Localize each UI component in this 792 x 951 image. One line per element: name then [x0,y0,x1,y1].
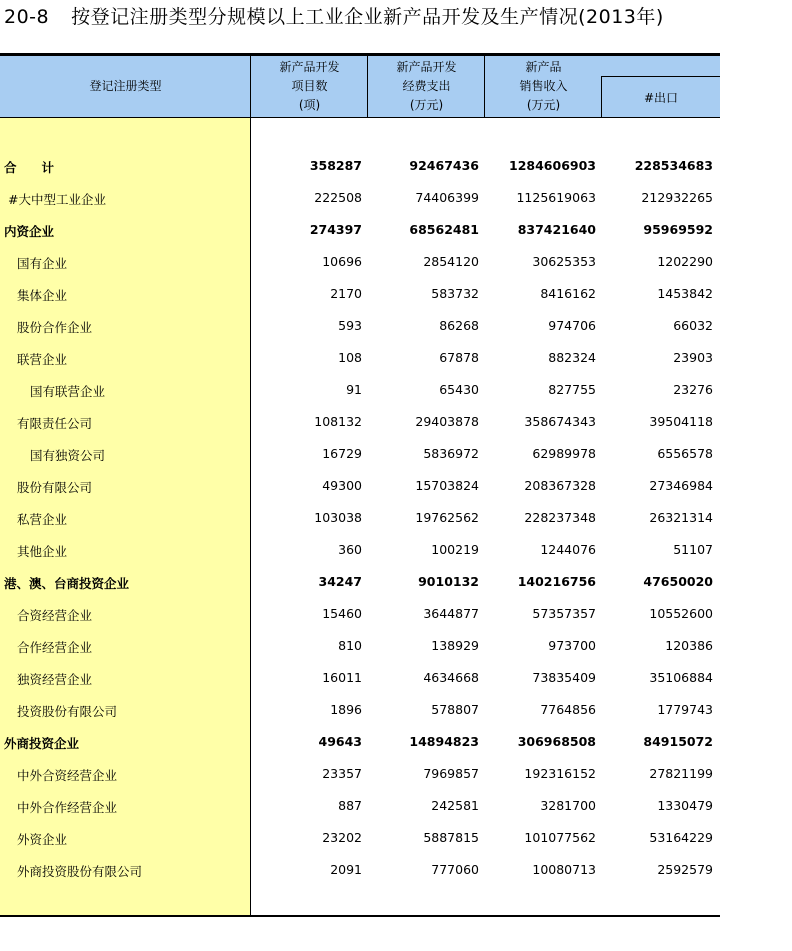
row-label: 外资企业 [17,832,68,847]
cell-export: 26321314 [649,510,713,525]
header-projects [251,58,368,115]
table-row [0,854,720,886]
cell-sales: 62989978 [532,446,596,461]
table-row [0,598,720,630]
cell-expenditure: 4634668 [423,670,479,685]
table-title: 按登记注册类型分规模以上工业企业新产品开发及生产情况(2013年) [71,6,664,28]
cell-sales: 827755 [548,382,596,397]
table-row [0,662,720,694]
cell-sales: 7764856 [540,702,596,717]
cell-export: 120386 [665,638,713,653]
table-row [0,790,720,822]
cell-sales: 1125619063 [516,190,596,205]
table-row [0,310,720,342]
row-label: 股份合作企业 [17,320,93,335]
cell-export: 66032 [673,318,713,333]
cell-sales: 837421640 [517,222,596,237]
header-subdivider [601,76,720,77]
cell-expenditure: 583732 [431,286,479,301]
cell-export: 23276 [673,382,713,397]
header-registration-type: 登记注册类型 [89,79,162,93]
cell-projects: 16729 [322,446,362,461]
cell-expenditure: 86268 [439,318,479,333]
row-label: 投资股份有限公司 [17,704,118,719]
cell-expenditure: 67878 [439,350,479,365]
cell-projects: 23202 [322,830,362,845]
header-sales-unit: (万元) [526,98,561,112]
page-title [4,2,664,29]
cell-export: 1202290 [657,254,713,269]
row-label: 独资经营企业 [17,672,93,687]
row-label: 集体企业 [17,288,68,303]
cell-sales: 306968508 [517,734,596,749]
cell-projects: 49300 [322,478,362,493]
cell-expenditure: 777060 [431,862,479,877]
cell-sales: 882324 [548,350,596,365]
cell-projects: 108 [338,350,362,365]
cell-projects: 10696 [322,254,362,269]
header-expenditure-line1: 新产品开发 [396,60,457,74]
cell-sales: 973700 [548,638,596,653]
cell-sales: 358674343 [524,414,596,429]
cell-sales: 192316152 [524,766,596,781]
table-row [0,630,720,662]
header-divider [484,56,485,118]
cell-sales: 208367328 [524,478,596,493]
row-label: 内资企业 [4,224,55,239]
header-sales [485,58,602,115]
cell-projects: 16011 [322,670,362,685]
row-label: 其他企业 [17,544,68,559]
cell-projects: 2170 [330,286,362,301]
row-label: 合资经营企业 [17,608,93,623]
header-projects-unit: (项) [298,98,321,112]
cell-export: 39504118 [649,414,713,429]
header-expenditure-line2: 经费支出 [402,79,451,93]
cell-expenditure: 29403878 [415,414,479,429]
cell-expenditure: 100219 [431,542,479,557]
row-label: 国有独资公司 [30,448,106,463]
cell-sales: 101077562 [524,830,596,845]
cell-expenditure: 19762562 [415,510,479,525]
header-divider [250,56,251,118]
table-row [0,726,720,758]
table-row [0,502,720,534]
cell-export: 47650020 [643,574,713,589]
table-row [0,214,720,246]
header-sales-line1: 新产品 [525,60,562,74]
cell-projects: 34247 [318,574,362,589]
cell-projects: 222508 [314,190,362,205]
header-divider [367,56,368,118]
header-expenditure-unit: (万元) [409,98,444,112]
table-row [0,566,720,598]
cell-projects: 1896 [330,702,362,717]
cell-sales: 974706 [548,318,596,333]
row-label: 中外合作经营企业 [17,800,118,815]
cell-export: 35106884 [649,670,713,685]
cell-expenditure: 68562481 [409,222,479,237]
table-row [0,246,720,278]
header-projects-line2: 项目数 [291,79,328,93]
table-row [0,342,720,374]
cell-projects: 593 [338,318,362,333]
table-header [0,56,720,118]
cell-projects: 2091 [330,862,362,877]
header-export: #出口 [643,91,679,105]
cell-sales: 1244076 [540,542,596,557]
cell-export: 212932265 [641,190,713,205]
cell-projects: 91 [346,382,362,397]
table-row [0,278,720,310]
cell-export: 23903 [673,350,713,365]
cell-projects: 49643 [318,734,362,749]
row-label: 有限责任公司 [17,416,93,431]
cell-export: 6556578 [657,446,713,461]
cell-expenditure: 65430 [439,382,479,397]
cell-sales: 30625353 [532,254,596,269]
row-label: 联营企业 [17,352,68,367]
table-row [0,182,720,214]
cell-export: 95969592 [643,222,713,237]
cell-export: 228534683 [634,158,713,173]
header-sales-line2: 销售收入 [519,79,568,93]
cell-export: 1453842 [657,286,713,301]
cell-export: 1330479 [657,798,713,813]
cell-expenditure: 138929 [431,638,479,653]
cell-export: 10552600 [649,606,713,621]
table-row [0,438,720,470]
cell-export: 1779743 [657,702,713,717]
row-label: 合作经营企业 [17,640,93,655]
cell-projects: 810 [338,638,362,653]
cell-projects: 15460 [322,606,362,621]
cell-sales: 73835409 [532,670,596,685]
cell-export: 27821199 [649,766,713,781]
header-expenditure [368,58,485,115]
cell-expenditure: 578807 [431,702,479,717]
row-label: 外商投资企业 [4,736,80,751]
cell-sales: 57357357 [532,606,596,621]
row-label: 私营企业 [17,512,68,527]
row-label: 合 计 [4,160,55,175]
cell-projects: 887 [338,798,362,813]
row-label: 股份有限公司 [17,480,93,495]
cell-projects: 274397 [309,222,362,237]
cell-projects: 360 [338,542,362,557]
table-number: 20-8 [4,6,50,28]
row-label: 国有联营企业 [30,384,106,399]
table-row [0,694,720,726]
row-label: 外商投资股份有限公司 [17,864,143,879]
row-label: 国有企业 [17,256,68,271]
cell-expenditure: 9010132 [418,574,479,589]
table-row [0,822,720,854]
cell-sales: 228237348 [524,510,596,525]
cell-expenditure: 15703824 [415,478,479,493]
table-row [0,758,720,790]
cell-sales: 8416162 [540,286,596,301]
cell-projects: 108132 [314,414,362,429]
cell-projects: 103038 [314,510,362,525]
row-label: 港、澳、台商投资企业 [4,576,130,591]
header-projects-line1: 新产品开发 [279,60,340,74]
cell-expenditure: 92467436 [409,158,479,173]
cell-expenditure: 74406399 [415,190,479,205]
table-row [0,406,720,438]
table-row [0,534,720,566]
table-body [0,150,720,886]
header-divider [601,76,602,118]
cell-export: 84915072 [643,734,713,749]
cell-sales: 140216756 [517,574,596,589]
table-row [0,470,720,502]
cell-projects: 23357 [322,766,362,781]
cell-expenditure: 5887815 [423,830,479,845]
cell-sales: 1284606903 [509,158,596,173]
cell-export: 53164229 [649,830,713,845]
cell-sales: 10080713 [532,862,596,877]
cell-sales: 3281700 [540,798,596,813]
cell-export: 51107 [673,542,713,557]
row-label: 中外合资经营企业 [17,768,118,783]
cell-expenditure: 2854120 [423,254,479,269]
table-row [0,374,720,406]
cell-export: 2592579 [657,862,713,877]
cell-expenditure: 7969857 [423,766,479,781]
cell-expenditure: 14894823 [409,734,479,749]
cell-expenditure: 3644877 [423,606,479,621]
cell-expenditure: 242581 [431,798,479,813]
row-label: #大中型工业企业 [8,192,106,207]
cell-export: 27346984 [649,478,713,493]
cell-expenditure: 5836972 [423,446,479,461]
cell-projects: 358287 [309,158,362,173]
bottom-rule [0,915,720,917]
table-row [0,150,720,182]
